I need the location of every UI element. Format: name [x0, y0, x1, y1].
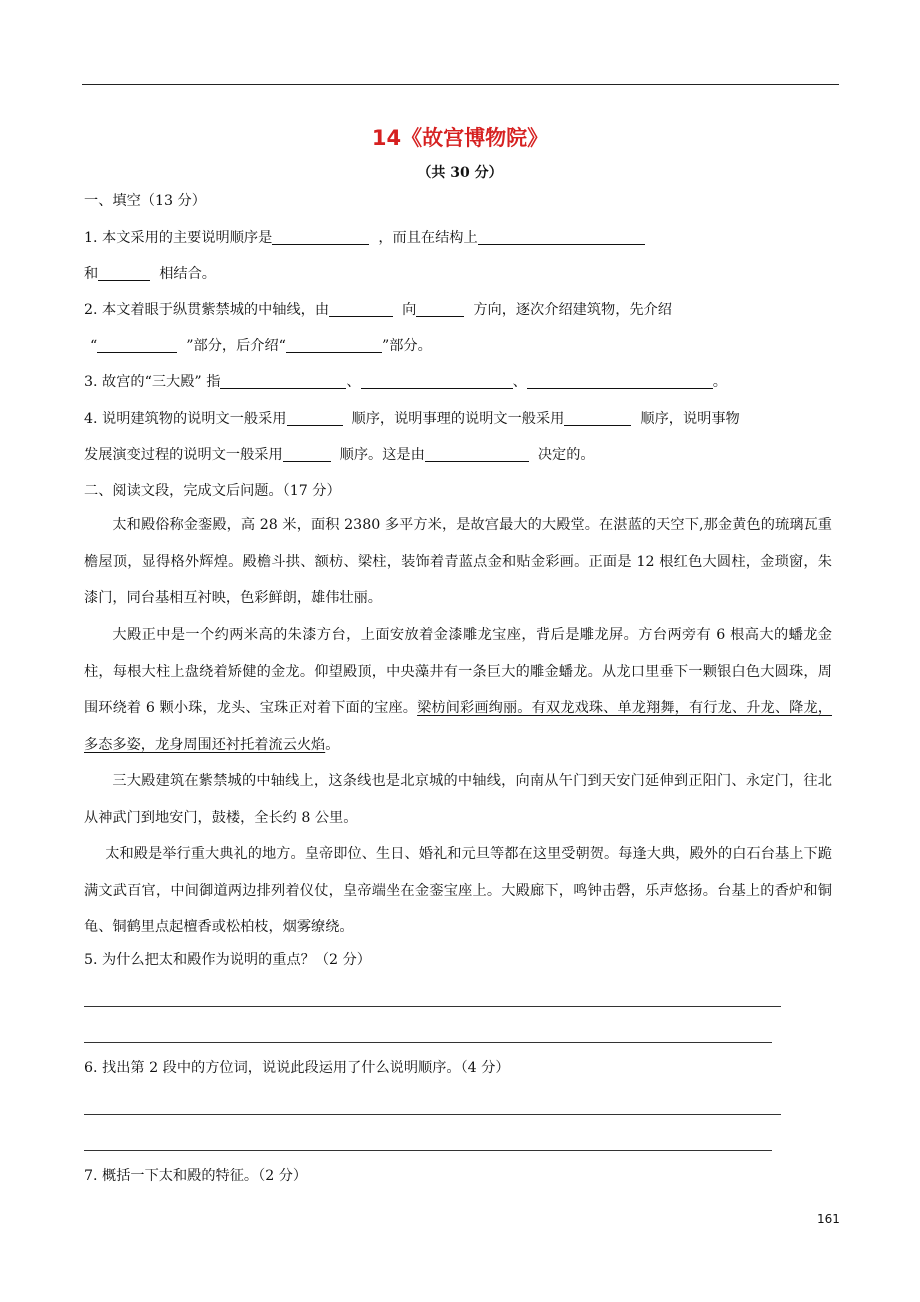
answer-line[interactable]	[84, 1114, 781, 1115]
q2-blank-3[interactable]	[97, 337, 177, 353]
question-7: 7. 概括一下太和殿的特征。（2 分）	[84, 1168, 308, 1184]
q3-blank-3[interactable]	[527, 373, 713, 389]
q4-text-a: 4. 说明建筑物的说明文一般采用	[84, 411, 287, 427]
p2-main-text: 大殿正中是一个约两米高的朱漆方台，上面安放着金漆雕龙宝座，背后是雕龙屏。方台两旁有 6 根高大的蟠龙金柱，每根大柱上盘绕着矫健的金龙。仰望殿顶，中央藻井有一条巨大的雕金蟠龙。从龙口里垂下一颗银白色大圆珠，周围环绕着 6 颗小珠，龙头、宝珠正对着下面的宝座。	[84, 627, 832, 716]
q1-blank-1[interactable]	[272, 229, 369, 245]
q1-text-c: 和	[84, 266, 99, 282]
q1-blank-3[interactable]	[98, 265, 150, 281]
q2-blank-4[interactable]	[286, 337, 382, 353]
q4-blank-2[interactable]	[564, 410, 631, 426]
p2-underlined-text: 梁枋间彩画绚丽。有双龙戏珠、单龙翔舞，有行龙、升龙、降龙，多态多姿，龙身周围还衬托着流云火焰	[84, 700, 832, 753]
q2-text-c: 方向，逐次介绍建筑物，先介绍	[473, 302, 672, 318]
page-number: 161	[817, 1212, 840, 1226]
passage-paragraph-3: 三大殿建筑在紫禁城的中轴线上，这条线也是北京城的中轴线，向南从午门到天安门延伸到正阳门、永定门，往北从神武门到地安门，鼓楼，全长约 8 公里。	[84, 773, 832, 826]
question-4-line-1	[84, 409, 740, 429]
q3-blank-1[interactable]	[220, 373, 346, 389]
page-title: 14《故宫博物院》	[371, 126, 549, 150]
q4-text-b: 顺序，说明事理的说明文一般采用	[351, 411, 565, 427]
question-1-line-2	[84, 264, 216, 284]
q2-text-f: ”部分。	[381, 338, 432, 354]
section-2-heading: 二、阅读文段，完成文后问题。（17 分）	[84, 483, 341, 499]
q2-text-a: 2. 本文着眼于纵贯紫禁城的中轴线，由	[84, 302, 330, 318]
q2-text-d: “	[90, 338, 98, 354]
answer-line[interactable]	[84, 1042, 772, 1043]
q4-blank-3[interactable]	[283, 446, 331, 462]
q2-text-e: ”部分，后介绍“	[186, 338, 286, 354]
question-2-line-1	[84, 300, 672, 320]
q3-text-d: 。	[712, 374, 727, 390]
q4-text-d: 发展演变过程的说明文一般采用	[84, 447, 283, 463]
q1-blank-2[interactable]	[478, 229, 645, 245]
score-total: （共 30 分）	[417, 165, 503, 181]
question-5: 5. 为什么把太和殿作为说明的重点？（2 分）	[84, 952, 371, 968]
q3-text-a: 3. 故宫的“三大殿” 指	[84, 374, 221, 390]
question-3	[84, 372, 727, 392]
question-1-line-1	[84, 228, 645, 248]
q1-text-d: 相结合。	[159, 266, 216, 282]
q4-text-f: 决定的。	[537, 447, 595, 463]
section-1-heading: 一、填空（13 分）	[84, 193, 206, 209]
passage-paragraph-2	[84, 617, 832, 763]
q3-blank-2[interactable]	[361, 373, 513, 389]
question-4-line-2	[84, 445, 595, 465]
q4-blank-4[interactable]	[425, 446, 529, 462]
question-2-line-2	[90, 336, 432, 356]
p2-end: 。	[325, 736, 340, 753]
answer-line[interactable]	[84, 1150, 772, 1151]
q3-text-c: 、	[512, 374, 527, 390]
q3-text-b: 、	[346, 374, 361, 390]
q2-blank-1[interactable]	[329, 301, 393, 317]
q1-text-a: 1. 本文采用的主要说明顺序是	[84, 230, 273, 246]
q4-blank-1[interactable]	[287, 410, 343, 426]
passage-paragraph-1: 太和殿俗称金銮殿，高 28 米，面积 2380 多平方米，是故宫最大的大殿堂。在湛蓝的天空下,那金黄色的琉璃瓦重檐屋顶，显得格外辉煌。殿檐斗拱、额枋、梁柱，装饰着青蓝点金和贴金彩画。正面是 12 根红色大圆柱，金琐窗，朱漆门，同台基相互衬映，色彩鲜朗，雄伟壮丽。	[84, 517, 832, 606]
question-6: 6. 找出第 2 段中的方位词，说说此段运用了什么说明顺序。（4 分）	[84, 1060, 510, 1076]
q1-text-b: ，而且在结构上	[378, 230, 478, 246]
q4-text-c: 顺序，说明事物	[640, 411, 740, 427]
answer-line[interactable]	[84, 1006, 781, 1007]
q2-text-b: 向	[402, 302, 417, 318]
q2-blank-2[interactable]	[416, 301, 464, 317]
q4-text-e: 顺序。这是由	[339, 447, 425, 463]
passage-paragraph-4: 太和殿是举行重大典礼的地方。皇帝即位、生日、婚礼和元旦等都在这里受朝贺。每逢大典，殿外的白石台基上下跪满文武百官，中间御道两边排列着仪仗，皇帝端坐在金銮宝座上。大殿廊下，鸣钟击磬，乐声悠扬。台基上的香炉和铜龟、铜鹤里点起檀香或松柏枝，烟雾缭绕。	[84, 846, 832, 935]
header-rule	[82, 84, 839, 85]
